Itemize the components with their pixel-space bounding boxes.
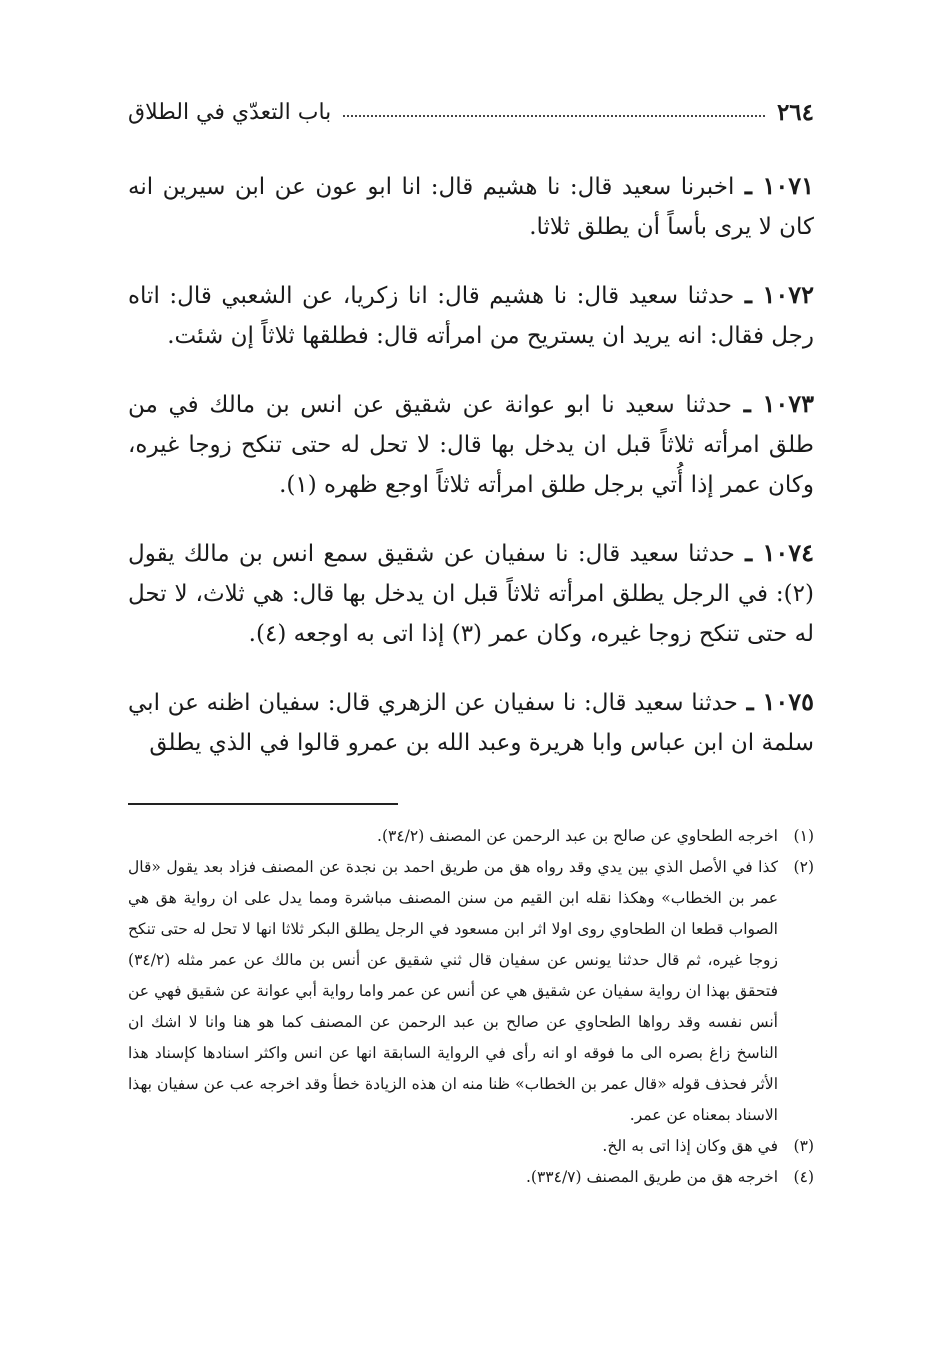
chapter-title: باب التعدّي في الطلاق	[128, 99, 332, 125]
running-header	[128, 92, 814, 132]
footnote	[128, 1162, 814, 1193]
hadith-text: حدثنا سعيد نا ابو عوانة عن شقيق عن انس بن مالك في من طلق امرأته ثلاثاً قبل ان يدخل بها قال: لا تحل له حتى تنكح زوجا غيره، وكان عمر إذا أُتي برجل طلق امرأته ثلاثاً اوجع ظهره (١).	[128, 392, 814, 498]
footnote-separator	[128, 803, 398, 805]
footnote-marker: (٢)	[793, 858, 814, 876]
footnote-text: اخرجه الطحاوي عن صالح بن عبد الرحمن عن المصنف (٣٤/٢).	[377, 827, 778, 845]
hadith-entry	[128, 275, 814, 356]
footnote-marker: (٣)	[793, 1137, 814, 1155]
footnote-text: في هق وكان إذا اتى به الخ.	[602, 1137, 778, 1155]
hadith-number: ١٠٧٤ ـ	[735, 538, 814, 567]
hadith-text: حدثنا سعيد قال: نا سفيان عن شقيق سمع انس بن مالك يقول (٢): في الرجل يطلق امرأته ثلاثاً قبل ان يدخل بها قال: هي ثلاث، لا تحل له حتى تنكح زوجا غيره، وكان عمر (٣) إذا اتى به اوجعه (٤).	[128, 541, 814, 647]
hadith-number: ١٠٧١ ـ	[734, 171, 814, 200]
hadith-text: حدثنا سعيد قال: نا هشيم قال: انا زكريا، عن الشعبي قال: اتاه رجل فقال: انه يريد ان يستريح من امرأته قال: فطلقها ثلاثاً إن شئت.	[128, 283, 814, 349]
footnote-marker: (٤)	[793, 1168, 814, 1186]
hadith-entry	[128, 384, 814, 505]
header-dotted-leader	[343, 115, 765, 117]
footnote	[128, 1131, 814, 1162]
footnote	[128, 852, 814, 1131]
hadith-number: ١٠٧٣ ـ	[732, 389, 814, 418]
hadith-entry	[128, 166, 814, 247]
hadith-text: حدثنا سعيد قال: نا سفيان عن الزهري قال: سفيان اظنه عن ابي سلمة ان ابن عباس وابا هريرة وعبد الله بن عمرو قالوا في الذي يطلق	[128, 690, 814, 756]
footnote-text: اخرجه هق من طريق المصنف (٣٣٤/٧).	[525, 1168, 778, 1186]
hadith-entry	[128, 682, 814, 763]
footnote-marker: (١)	[793, 827, 814, 845]
page-number: ٢٦٤	[776, 98, 814, 126]
book-page	[128, 92, 814, 1193]
footnotes-section	[128, 821, 814, 1193]
hadith-number: ١٠٧٥ ـ	[738, 687, 814, 716]
hadith-text: اخبرنا سعيد قال: نا هشيم قال: انا ابو عون عن ابن سيرين انه كان لا يرى بأساً أن يطلق ثلاثا.	[128, 174, 814, 240]
footnote-text: كذا في الأصل الذي بين يدي وقد رواه هق من طريق احمد بن نجدة عن المصنف فزاد بعد يقول «قال عمر بن الخطاب» وهكذا نقله ابن القيم من سنن المصنف مباشرة ومما يدل على ان رواية هق هي الصواب قطعا ان الطحاوي روى اولا اثر ابن مسعود في الرجل يطلق البكر ثلاثا انها لا تحل له حتى تنكح زوجا غيره، ثم قال حدثنا يونس عن سفيان قال ثني شقيق عن أنس بن مالك عن عمر مثله (٣٤/٢) فتحقق بهذا ان رواية سفيان عن شقيق هي عن أنس عن عمر واما رواية أبي عوانة عن شقيق فهي عن أنس نفسه وقد رواها الطحاوي عن صالح بن عبد الرحمن عن المصنف كما هو هنا وانا لا اشك ان الناسخ زاغ بصره الى ما فوقه او انه رأى في الرواية السابقة انها عن انس واكثر اسنادها كإسناد هذا الأثر فحذف قوله «قال عمر بن الخطاب» ظنا منه ان هذه الزيادة خطأ وقد اخرجه عب عن سفيان بهذا الاسناد بمعناه عن عمر.	[128, 858, 778, 1124]
hadith-entry	[128, 533, 814, 654]
footnote	[128, 821, 814, 852]
hadith-number: ١٠٧٢ ـ	[734, 280, 814, 309]
